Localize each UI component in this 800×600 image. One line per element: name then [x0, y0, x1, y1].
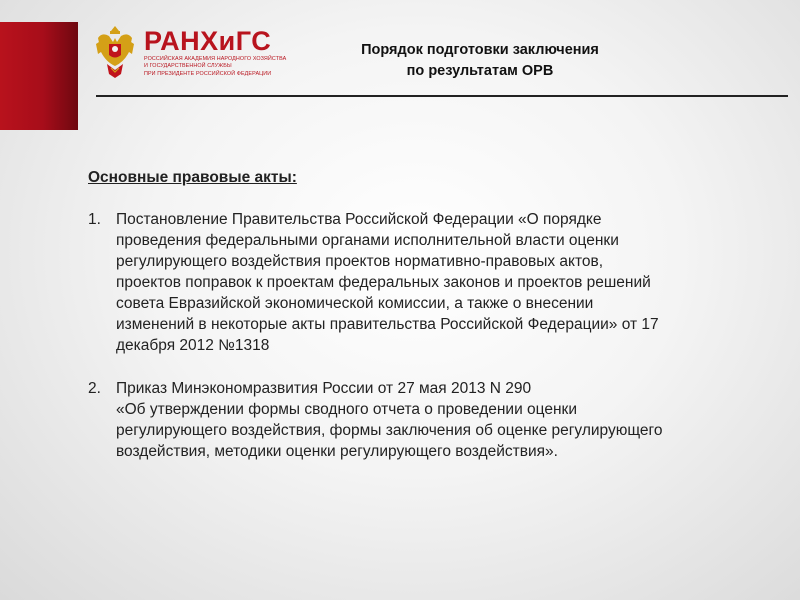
list-item-text-line: регулирующего воздействия, формы заключения об оценке регулирующего [116, 422, 663, 439]
logo-name: РАНХиГС [144, 26, 272, 56]
logo-caption [144, 56, 287, 78]
header-divider [96, 95, 788, 97]
list-item [88, 209, 758, 356]
list-item-text-line: Постановление Правительства Российской Федерации «О порядке [116, 211, 602, 228]
list-item-number: 2. [88, 380, 101, 397]
list-item-number: 1. [88, 211, 101, 228]
legal-acts-list [88, 209, 758, 462]
logo-caption-line: ПРИ ПРЕЗИДЕНТЕ РОССИЙСКОЙ ФЕДЕРАЦИИ [144, 70, 272, 77]
double-headed-eagle-emblem-icon [94, 22, 136, 80]
list-item [88, 378, 758, 462]
page-title-line: Порядок подготовки заключения [361, 42, 599, 58]
list-item-text-line: проведения федеральными органами исполнительной власти оценки [116, 232, 619, 249]
corner-accent-block [0, 22, 78, 130]
list-item-text-line: декабря 2012 №1318 [116, 337, 270, 354]
logo-caption-line: И ГОСУДАРСТВЕННОЙ СЛУЖБЫ [144, 63, 232, 70]
list-item-text-line: «Об утверждении формы сводного отчета о проведении оценки [116, 401, 577, 418]
list-item-text-line: проектов поправок к проектам федеральных законов и проектов решений [116, 274, 651, 291]
list-item-text-line: воздействия, методики оценки регулирующего воздействия». [116, 443, 558, 460]
list-item-text-line: изменений в некоторые акты правительства Российской Федерации» от 17 [116, 316, 659, 333]
section-heading: Основные правовые акты: [88, 169, 297, 186]
ranepa-logo [94, 22, 287, 84]
list-item-text-line: Приказ Минэкономразвития России от 27 мая 2013 N 290 [116, 380, 532, 397]
page-title-line: по результатам ОРВ [406, 63, 554, 79]
page-title [300, 40, 660, 82]
logo-caption-line: РОССИЙСКАЯ АКАДЕМИЯ НАРОДНОГО ХОЗЯЙСТВА [144, 56, 287, 62]
list-item-text-line: регулирующего воздействия проектов нормативно-правовых актов, [116, 253, 604, 270]
list-item-text-line: совета Евразийской экономической комиссии, а также о внесении [116, 295, 594, 312]
